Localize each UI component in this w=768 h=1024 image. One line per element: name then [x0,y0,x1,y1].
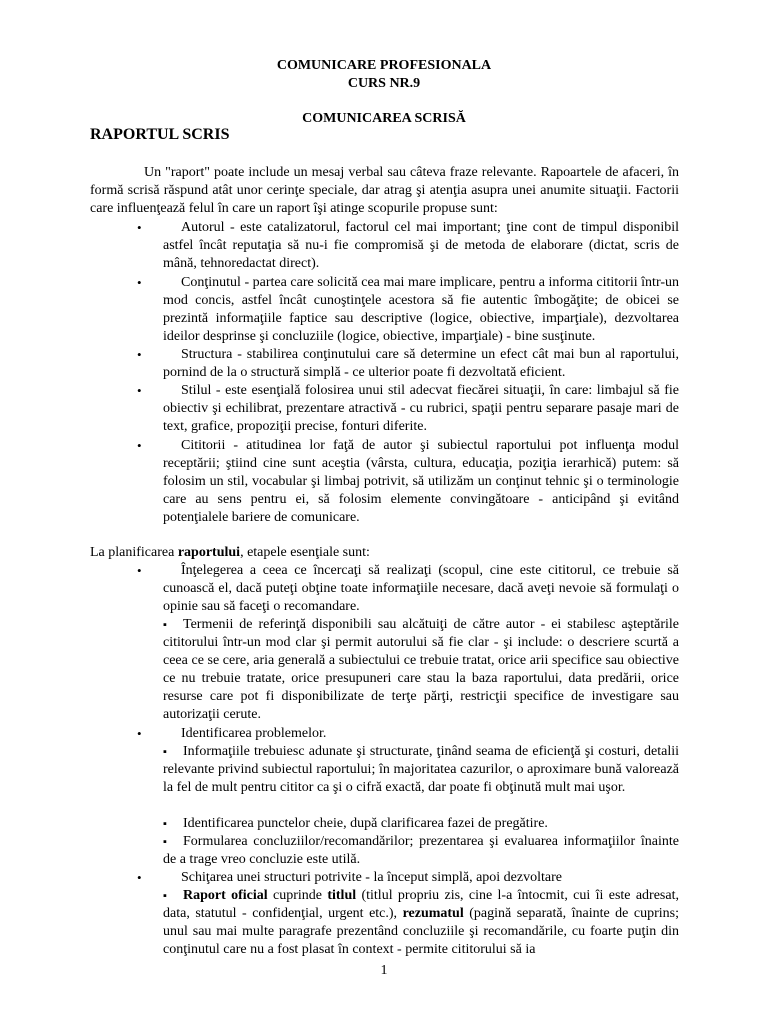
bullet-icon: • [137,347,142,362]
bullet-icon: • [137,275,142,290]
planning-step-problems: Identificarea problemelor. [181,726,327,741]
factor-item-structure: Structura - stabilirea conţinutului care să determine un efect cât mai bun al raportului, pornind de la o structură simplă - ce ulterior poate fi dezvoltată eficient. [163,347,679,380]
bullet-icon: • [137,438,142,453]
key-points-item: ▪ Identificarea punctelor cheie, după clarificarea fazei de pregătire. [163,816,548,831]
terms-of-reference-item: ▪ Termenii de referinţă disponibili sau alcătuiţi de către autor - ei stabilesc aşteptările cititorului într-un mod clar şi permit autorului să fie clar - şi include: o descriere scurtă a ceea ce se cere, aria generală a subiectului ce trebuie tratat, orice arii specifice sau obiective ce nu trebuie tratate, orice presupuneri care stau la baza raportului, data predării, orice resurse care pot fi disponibilizate de terţe părţi, restricţii specifice de investigare sau autorizaţii cerute. [163,617,679,722]
square-bullet-icon: ▪ [163,746,167,758]
bullet-icon: • [137,383,142,398]
factor-item-readers: Cititorii - atitudinea lor faţă de autor şi subiectul raportului pot influenţa modul receptării; ştiind cine sunt aceştia (vârsta, cultura, educaţia, poziţia ierarhică) putem: să folosim un stil, vocabular şi limbaj potrivit, să utilizăm un conţinut tehnic şi o terminologie care au sens pentru ei, să folosim elemente convingătoare - anticipând şi evitând potenţialele bariere de comunicare. [163,438,679,525]
course-title: COMUNICARE PROFESIONALA [276,58,492,73]
page-number: 1 [380,963,388,978]
conclusions-item: ▪ Formularea concluziilor/recomandărilor; prezentarea şi evaluarea informaţiilor înainte de a trage vreo concluzie este utilă. [163,834,679,867]
intro-paragraph: Un "raport" poate include un mesaj verbal sau câteva fraze relevante. Rapoartele de afaceri, în formă scrisă răspund atât unor cerinţe speciale, dar atrag şi atenţia asupra unei anumite situaţii. Factorii care influenţează felul în care un raport îşi atinge scopurile propuse sunt: [90,165,679,216]
bullet-icon: • [137,563,142,578]
planning-step-understanding: Înţelegerea a ceea ce încercaţi să realizaţi (scopul, cine este cititorul, ce trebuie să cunoască el, dacă puteţi obţine toate informaţiile necesare, dacă aveţi nevoie să formulaţi o opinie sau să faceţi o recomandare. [163,563,679,614]
official-report-item: ▪ Raport oficial cuprinde titlul (titlul propriu zis, cine l-a întocmit, cui îi este adresat, data, statutul - confidenţial, urgent etc.), rezumatul (pagină separată, înainte de cuprins; unul sau mai multe paragrafe prezentând concluziile şi recomandările, cu foarte puţin din conţinutul care nu a fost plasat în context - permite cititorului să ia [163,888,679,957]
planning-intro: La planificarea raportului, etapele esenţiale sunt: [90,545,370,560]
bullet-icon: • [137,870,142,885]
information-item: ▪ Informaţiile trebuiesc adunate şi structurate, ţinând seama de eficienţă şi costuri, detalii relevante privind subiectul raportului; în majoritatea cazurilor, o aproximare bună valorează la fel de mult pentru cititor ca şi o cifră exactă, dar poate fi obţinută mult mai uşor. [163,744,679,795]
square-bullet-icon: ▪ [163,836,167,848]
factor-item-author: Autorul - este catalizatorul, factorul cel mai important; ţine cont de timpul disponibil astfel încât reputaţia să nu-i fie compromisă şi de metoda de elaborare (dictat, scris de mână, tehnoredactat direct). [163,220,679,271]
bullet-icon: • [137,726,142,741]
chapter-title: COMUNICAREA SCRISĂ [302,111,466,126]
bullet-icon: • [137,220,142,235]
course-number: CURS NR.9 [347,76,421,91]
square-bullet-icon: ▪ [163,619,167,631]
planning-step-structure: Schiţarea unei structuri potrivite - la început simplă, apoi dezvoltare [181,870,562,885]
square-bullet-icon: ▪ [163,890,167,902]
factor-item-content: Conţinutul - partea care solicită cea mai mare implicare, pentru a informa cititorii într-un mod concis, astfel încât cunoştinţele acestora să fie autentic îmbogăţite; de obicei se prezintă informaţiile faptice sau descriptive (logice, obiective, imparţiale), dezvoltarea ideilor desprinse şi concluziile (logice, obiective, imparţiale) - bine susţinute. [163,275,679,344]
square-bullet-icon: ▪ [163,818,167,830]
section-title: RAPORTUL SCRIS [90,126,230,143]
factor-item-style: Stilul - este esenţială folosirea unui stil adecvat fiecărei situaţii, în care: limbajul să fie obiectiv şi echilibrat, prezentare atractivă - cu rubrici, spaţii pentru separare pasaje mari de text, grafice, propoziţii precise, fonturi diferite. [163,383,679,434]
